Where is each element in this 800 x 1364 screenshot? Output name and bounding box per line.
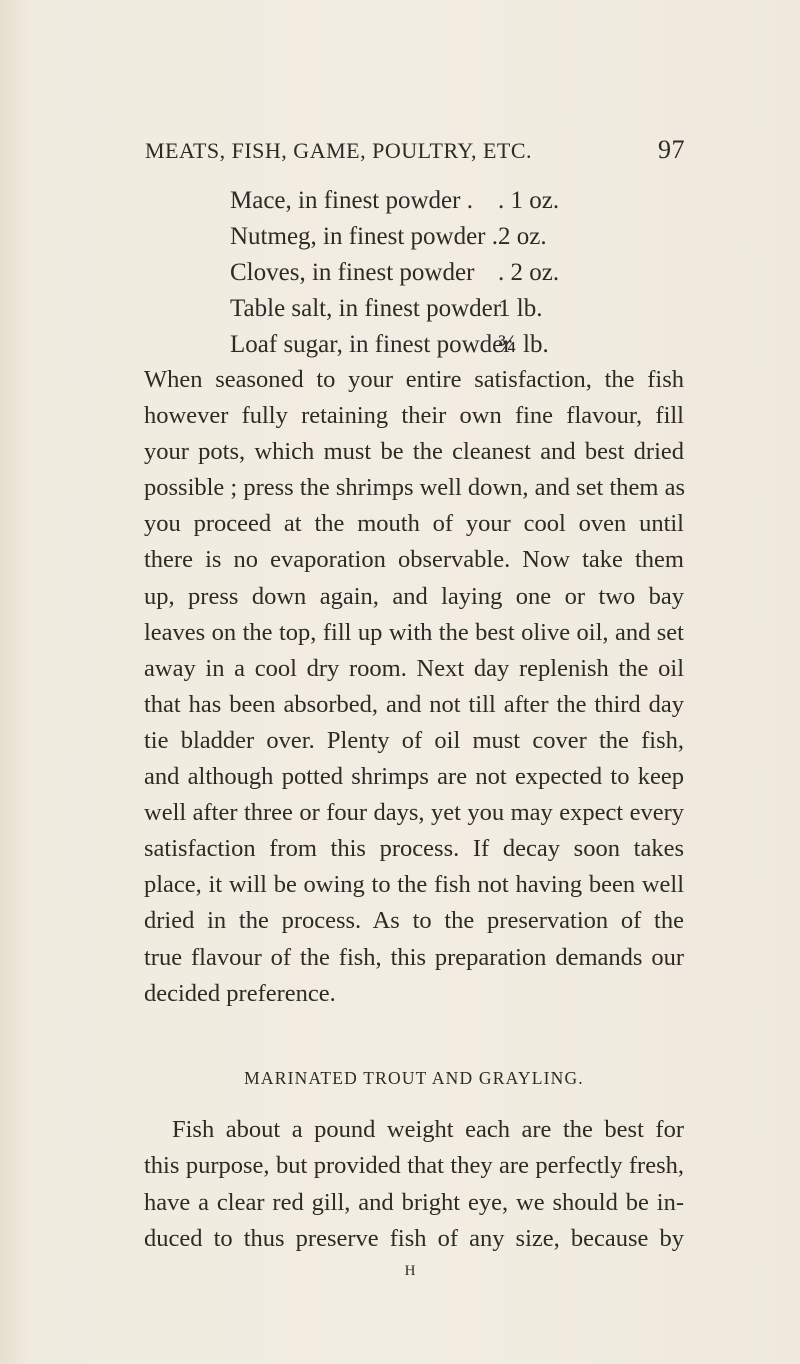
spice-quantity: ¾ lb. [498, 331, 549, 358]
spice-list [230, 183, 650, 363]
text-line: place, it will be owing to the fish not having been well [144, 871, 684, 899]
text-line: possible ; press the shrimps well down, and set them as [144, 474, 685, 502]
spice-item: Mace, in finest powder . [230, 187, 473, 214]
text-line: up, press down again, and laying one or two bay [144, 582, 684, 610]
running-head-title: MEATS, FISH, GAME, POULTRY, ETC. [145, 138, 533, 163]
text-line: tie bladder over. Plenty of oil must cover the fish, [144, 726, 684, 754]
text-line: there is no evaporation observable. Now take them [144, 546, 684, 574]
spice-item: Nutmeg, in finest powder . [230, 223, 499, 250]
page-number: 97 [658, 135, 685, 164]
text-line: true flavour of the fish, this preparation demands our [144, 943, 684, 971]
spice-item: Loaf sugar, in finest powder [230, 331, 512, 358]
text-line: leaves on the top, fill up with the best olive oil, and set [144, 618, 684, 646]
paragraph-marinated-trout [144, 1112, 684, 1257]
paragraph-potted-shrimps [144, 362, 684, 1012]
running-head [145, 135, 685, 168]
text-line: your pots, which must be the cleanest and best dried [144, 438, 684, 466]
spice-quantity: . 2 oz. [498, 259, 560, 286]
section-heading: MARINATED TROUT AND GRAYLING. [244, 1068, 584, 1088]
text-line: and although potted shrimps are not expected to keep [144, 763, 684, 791]
text-line: satisfaction from this process. If decay soon takes [144, 835, 684, 863]
text-line: that has been absorbed, and not till after the third day [144, 690, 684, 718]
text-line: dried in the process. As to the preservation of the [144, 907, 684, 935]
spice-quantity: . 1 oz. [498, 187, 560, 214]
text-line: away in a cool dry room. Next day replenish the oil [144, 654, 684, 682]
spice-quantity: 2 oz. [498, 223, 547, 250]
spice-item: Table salt, in finest powder [230, 295, 502, 322]
text-line: however fully retaining their own fine flavour, fill [144, 402, 684, 430]
spice-row [230, 183, 650, 219]
spice-row [230, 327, 650, 363]
text-line: have a clear red gill, and bright eye, we should be in- [144, 1188, 684, 1216]
text-line: decided preference. [144, 979, 336, 1007]
spice-row [230, 255, 650, 291]
spice-row [230, 219, 650, 255]
spice-row [230, 291, 650, 327]
spice-quantity: 1 lb. [498, 295, 543, 322]
text-line: this purpose, but provided that they are perfectly fresh, [144, 1152, 684, 1180]
text-line: well after three or four days, yet you may expect every [144, 799, 684, 827]
text-line: Fish about a pound weight each are the best for [172, 1116, 684, 1143]
text-line: duced to thus preserve fish of any size, because by [144, 1224, 684, 1252]
spice-item: Cloves, in finest powder [230, 259, 475, 286]
text-line: When seasoned to your entire satisfaction, the fish [144, 366, 684, 393]
signature-mark: H [404, 1263, 416, 1279]
text-line: you proceed at the mouth of your cool oven until [144, 510, 684, 538]
